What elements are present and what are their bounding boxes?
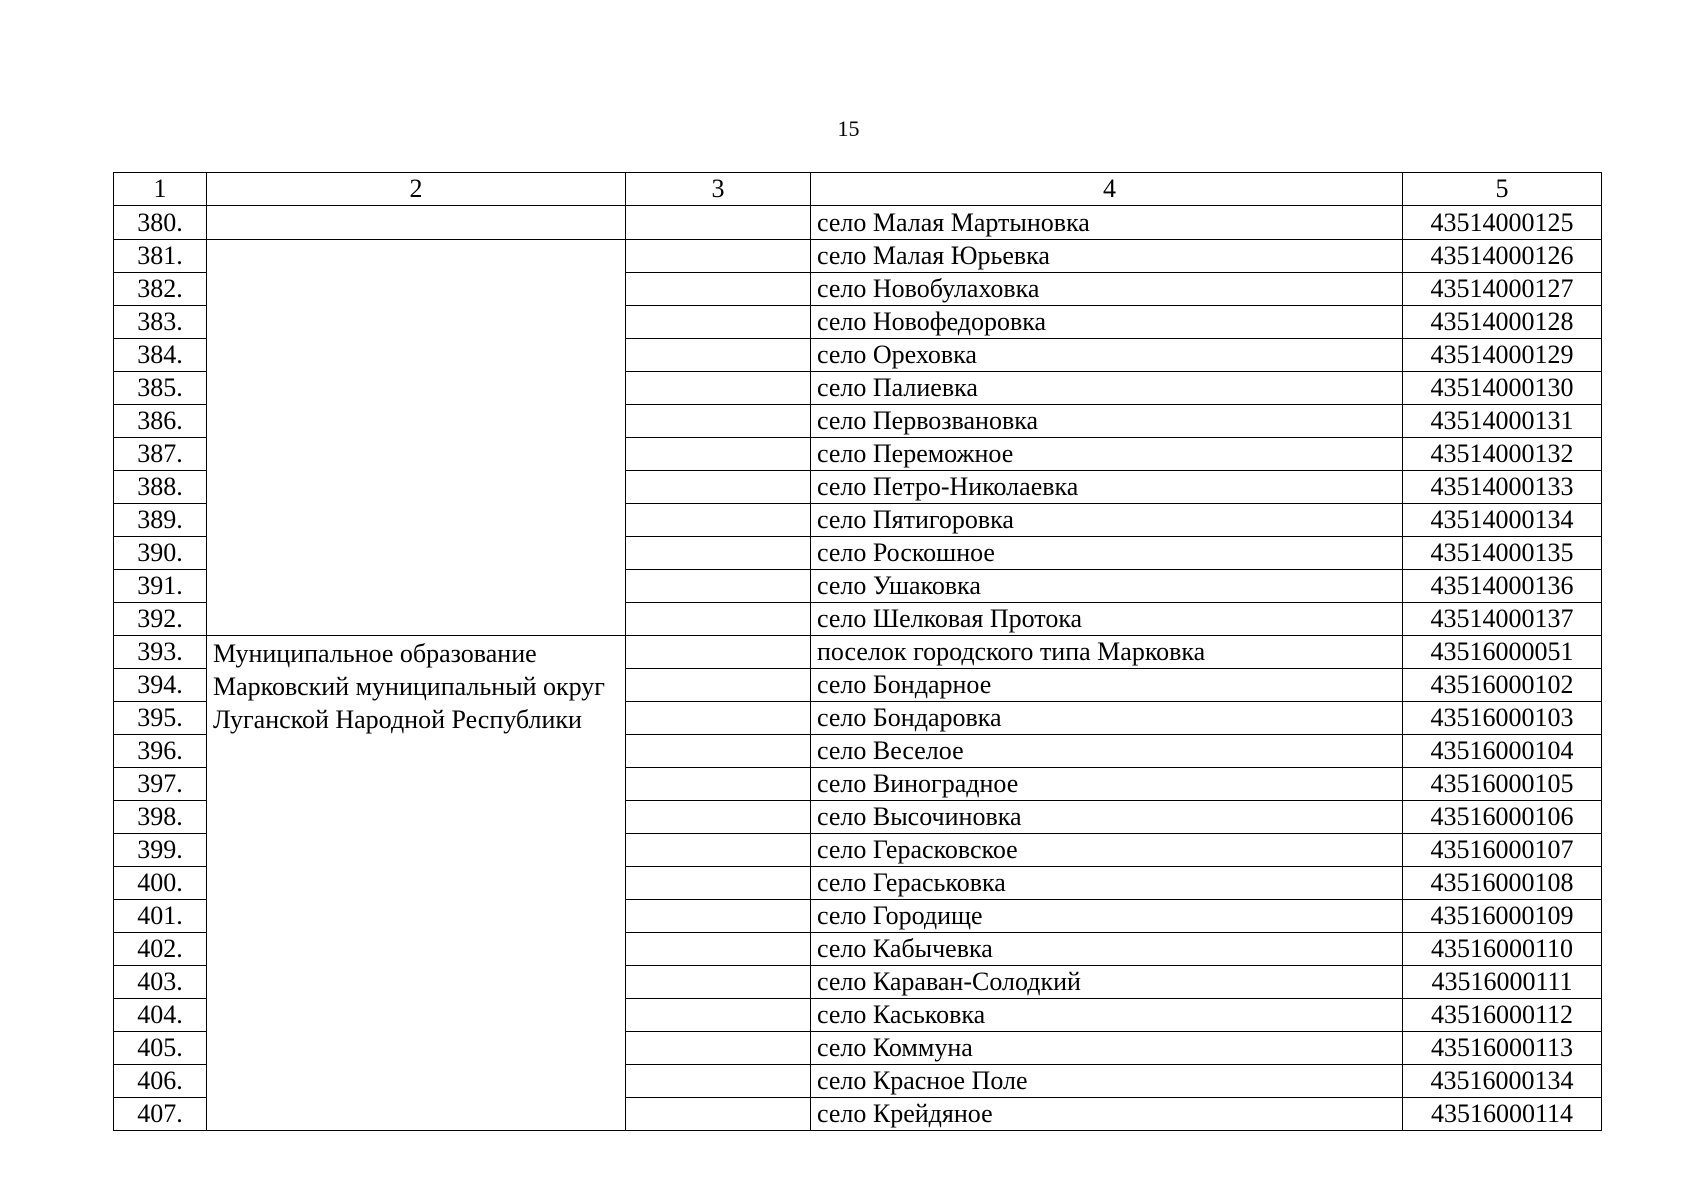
column-3-cell — [626, 339, 811, 372]
row-number-cell: 395. — [114, 702, 207, 735]
settlement-name-cell: село Ореховка — [811, 339, 1403, 372]
row-number-cell: 404. — [114, 999, 207, 1032]
oktmo-code-cell: 43514000137 — [1403, 603, 1602, 636]
column-3-cell — [626, 306, 811, 339]
row-number-cell: 391. — [114, 570, 207, 603]
column-3-cell — [626, 966, 811, 999]
oktmo-code-cell: 43514000134 — [1403, 504, 1602, 537]
settlement-name-cell: село Малая Юрьевка — [811, 240, 1403, 273]
row-number-cell: 399. — [114, 834, 207, 867]
settlement-name-cell: село Караван-Солодкий — [811, 966, 1403, 999]
oktmo-code-cell: 43516000105 — [1403, 768, 1602, 801]
column-header-3: 3 — [626, 173, 811, 206]
oktmo-code-cell: 43514000128 — [1403, 306, 1602, 339]
column-3-cell — [626, 240, 811, 273]
row-number-cell: 389. — [114, 504, 207, 537]
row-number-cell: 384. — [114, 339, 207, 372]
column-header-2: 2 — [207, 173, 626, 206]
settlement-name-cell: село Коммуна — [811, 1032, 1403, 1065]
column-3-cell — [626, 801, 811, 834]
municipality-cell — [207, 240, 626, 636]
oktmo-code-cell: 43514000129 — [1403, 339, 1602, 372]
table-header-row — [114, 173, 1602, 206]
row-number-cell: 393. — [114, 636, 207, 669]
row-number-cell: 398. — [114, 801, 207, 834]
row-number-cell: 380. — [114, 206, 207, 240]
row-number-cell: 403. — [114, 966, 207, 999]
settlement-name-cell: поселок городского типа Марковка — [811, 636, 1403, 669]
column-3-cell — [626, 1098, 811, 1131]
settlement-name-cell: село Городище — [811, 900, 1403, 933]
oktmo-code-cell: 43516000114 — [1403, 1098, 1602, 1131]
row-number-cell: 381. — [114, 240, 207, 273]
settlement-name-cell: село Новобулаховка — [811, 273, 1403, 306]
oktmo-code-cell: 43516000111 — [1403, 966, 1602, 999]
oktmo-code-cell: 43516000103 — [1403, 702, 1602, 735]
column-3-cell — [626, 438, 811, 471]
column-header-5: 5 — [1403, 173, 1602, 206]
settlement-name-cell: село Красное Поле — [811, 1065, 1403, 1098]
row-number-cell: 385. — [114, 372, 207, 405]
settlement-name-cell: село Кабычевка — [811, 933, 1403, 966]
row-number-cell: 392. — [114, 603, 207, 636]
settlement-name-cell: село Каськовка — [811, 999, 1403, 1032]
column-3-cell — [626, 867, 811, 900]
oktmo-code-cell: 43516000112 — [1403, 999, 1602, 1032]
settlement-name-cell: село Переможное — [811, 438, 1403, 471]
column-3-cell — [626, 471, 811, 504]
settlement-name-cell: село Веселое — [811, 735, 1403, 768]
column-3-cell — [626, 537, 811, 570]
oktmo-code-cell: 43514000133 — [1403, 471, 1602, 504]
settlement-name-cell: село Первозвановка — [811, 405, 1403, 438]
oktmo-code-cell: 43516000104 — [1403, 735, 1602, 768]
settlement-name-cell: село Бондарное — [811, 669, 1403, 702]
row-number-cell: 387. — [114, 438, 207, 471]
column-3-cell — [626, 768, 811, 801]
column-3-cell — [626, 933, 811, 966]
page-number: 15 — [837, 116, 860, 141]
column-3-cell — [626, 999, 811, 1032]
settlement-name-cell: село Палиевка — [811, 372, 1403, 405]
oktmo-code-cell: 43514000127 — [1403, 273, 1602, 306]
settlement-name-cell: село Крейдяное — [811, 1098, 1403, 1131]
row-number-cell: 405. — [114, 1032, 207, 1065]
column-3-cell — [626, 702, 811, 735]
column-header-1: 1 — [114, 173, 207, 206]
oktmo-code-cell: 43514000136 — [1403, 570, 1602, 603]
settlement-name-cell: село Высочиновка — [811, 801, 1403, 834]
row-number-cell: 383. — [114, 306, 207, 339]
row-number-cell: 407. — [114, 1098, 207, 1131]
column-3-cell — [626, 735, 811, 768]
settlement-name-cell: село Роскошное — [811, 537, 1403, 570]
settlement-name-cell: село Ушаковка — [811, 570, 1403, 603]
settlement-name-cell: село Малая Мартыновка — [811, 206, 1403, 240]
row-number-cell: 401. — [114, 900, 207, 933]
oktmo-code-cell: 43516000051 — [1403, 636, 1602, 669]
row-number-cell: 396. — [114, 735, 207, 768]
row-number-cell: 382. — [114, 273, 207, 306]
settlement-name-cell: село Петро-Николаевка — [811, 471, 1403, 504]
municipality-cell — [207, 206, 626, 240]
settlement-name-cell: село Виноградное — [811, 768, 1403, 801]
oktmo-code-cell: 43516000108 — [1403, 867, 1602, 900]
settlement-name-cell: село Шелковая Протока — [811, 603, 1403, 636]
oktmo-code-cell: 43516000107 — [1403, 834, 1602, 867]
municipality-cell: Муниципальное образование Марковский муниципальный округ Луганской Народной Республики — [207, 636, 626, 1131]
oktmo-code-cell: 43516000109 — [1403, 900, 1602, 933]
column-3-cell — [626, 504, 811, 537]
column-3-cell — [626, 1032, 811, 1065]
column-3-cell — [626, 273, 811, 306]
column-header-4: 4 — [811, 173, 1403, 206]
settlement-name-cell: село Новофедоровка — [811, 306, 1403, 339]
oktmo-code-cell: 43514000130 — [1403, 372, 1602, 405]
column-3-cell — [626, 636, 811, 669]
row-number-cell: 400. — [114, 867, 207, 900]
oktmo-code-cell: 43514000132 — [1403, 438, 1602, 471]
row-number-cell: 388. — [114, 471, 207, 504]
oktmo-code-cell: 43516000102 — [1403, 669, 1602, 702]
oktmo-code-cell: 43516000134 — [1403, 1065, 1602, 1098]
oktmo-code-cell: 43516000106 — [1403, 801, 1602, 834]
column-3-cell — [626, 206, 811, 240]
column-3-cell — [626, 372, 811, 405]
settlements-table — [113, 172, 1602, 1131]
row-number-cell: 386. — [114, 405, 207, 438]
row-number-cell: 406. — [114, 1065, 207, 1098]
row-number-cell: 402. — [114, 933, 207, 966]
table-row — [114, 636, 1602, 669]
column-3-cell — [626, 405, 811, 438]
oktmo-code-cell: 43514000135 — [1403, 537, 1602, 570]
table-body — [114, 173, 1602, 1131]
column-3-cell — [626, 900, 811, 933]
oktmo-code-cell: 43514000125 — [1403, 206, 1602, 240]
table-row — [114, 206, 1602, 240]
column-3-cell — [626, 603, 811, 636]
column-3-cell — [626, 669, 811, 702]
oktmo-code-cell: 43514000131 — [1403, 405, 1602, 438]
row-number-cell: 394. — [114, 669, 207, 702]
settlement-name-cell: село Герасковское — [811, 834, 1403, 867]
oktmo-code-cell: 43516000110 — [1403, 933, 1602, 966]
row-number-cell: 390. — [114, 537, 207, 570]
settlement-name-cell: село Бондаровка — [811, 702, 1403, 735]
settlement-name-cell: село Пятигоровка — [811, 504, 1403, 537]
oktmo-code-cell: 43514000126 — [1403, 240, 1602, 273]
settlement-name-cell: село Гераськовка — [811, 867, 1403, 900]
column-3-cell — [626, 834, 811, 867]
column-3-cell — [626, 1065, 811, 1098]
table-row — [114, 240, 1602, 273]
row-number-cell: 397. — [114, 768, 207, 801]
column-3-cell — [626, 570, 811, 603]
oktmo-code-cell: 43516000113 — [1403, 1032, 1602, 1065]
